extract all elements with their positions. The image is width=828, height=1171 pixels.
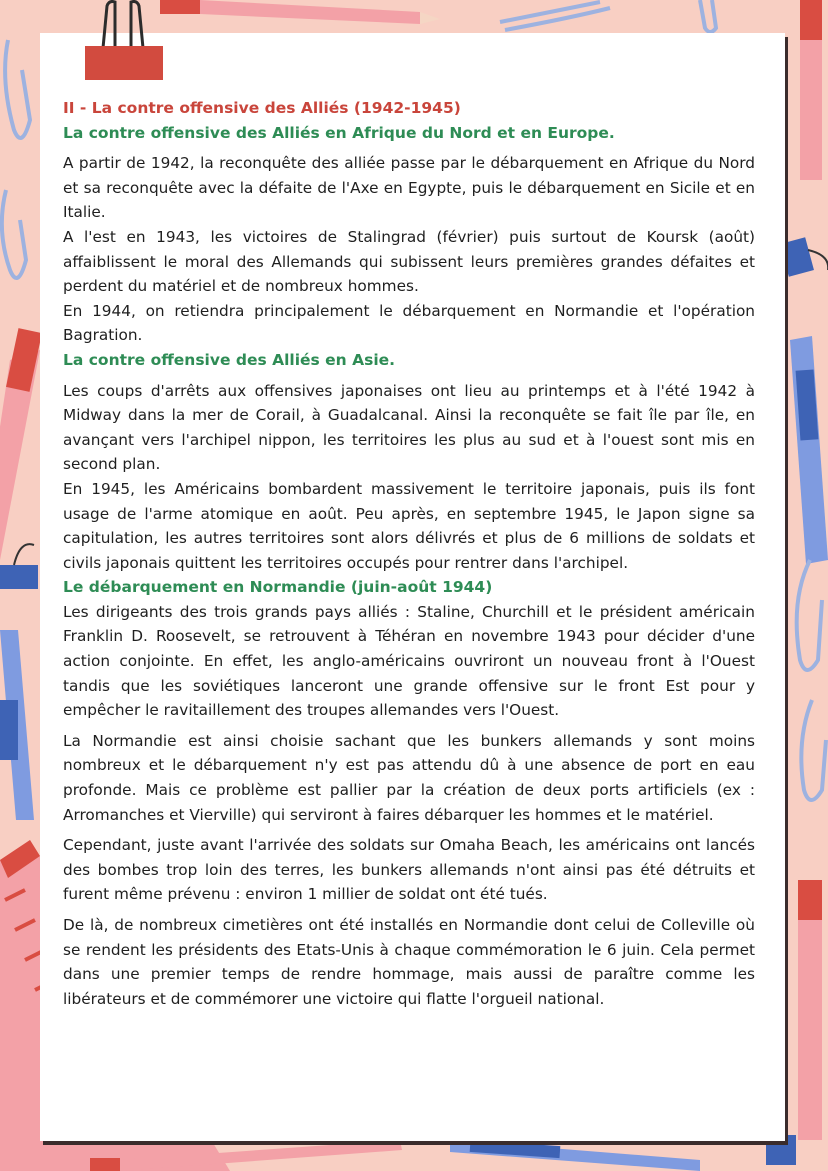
paragraph: De là, de nombreux cimetières ont été installés en Normandie dont celui de Colleville où se rendent les présidents des Etats-Unis à chaque commémoration le 6 juin. Cela permet dans une premier temps de rendre hommage, mais aussi de paraître comme les libérateurs et de commémorer une victoire qui flatte l'orgueil national. — [63, 916, 755, 1008]
part-title: II - La contre offensive des Alliés (1942-1945) — [63, 99, 461, 117]
section-heading: La contre offensive des Alliés en Afrique du Nord et en Europe. — [63, 123, 615, 142]
paperclip-icon — [700, 0, 716, 32]
paragraph: La Normandie est ainsi choisie sachant que les bunkers allemands y sont moins nombreux et le débarquement n'y est pas attendu dû à une absence de port en eau profonde. Mais ce problème est pallier par la création de deux ports artificiels (ex : Arromanches et Vierville) qui serviront à faires débarquer les hommes et le matériel. — [63, 731, 755, 824]
pencil-icon — [798, 880, 822, 1140]
pencil-icon — [0, 328, 42, 560]
pen-icon — [790, 336, 828, 564]
binder-clip-icon — [0, 544, 38, 589]
pen-icon — [0, 630, 34, 820]
paragraph: A l'est en 1943, les victoires de Stalingrad (février) puis surtout de Koursk (août) affaiblissent le moral des Allemands qui subissent leurs premières grandes défaites et perdent du matériel et de nombreux hommes. — [63, 227, 755, 296]
section-heading: Le débarquement en Normandie (juin-août 1944) — [63, 578, 493, 597]
paragraph: En 1945, les Américains bombardent massivement le territoire japonais, puis ils font usage de l'arme atomique en août. Peu après, en septembre 1945, le Japon signe sa capitulation, les autres territoires sont alors délivrés et plus de 6 millions de soldats et civils japonais quittent les territoires occupés pour rentrer dans l'archipel. — [63, 479, 755, 572]
paragraph: Les coups d'arrêts aux offensives japonaises ont lieu au printemps et à l'été 1942 à Midway dans la mer de Corail, à Guadalcanal. Ainsi la reconquête se fait île par île, en avançant vers l'archipel nippon, les territoires les plus au sud et à l'ouest sont mis en second plan. — [63, 381, 755, 474]
binder-clip-icon — [780, 237, 828, 277]
paperclip-icon — [797, 560, 826, 800]
paperclip-icon — [2, 40, 30, 278]
pen-icon — [450, 1140, 700, 1171]
binder-clip-icon — [85, 0, 165, 82]
paragraph: A partir de 1942, la reconquête des alliée passe par le débarquement en Afrique du Nord et sa reconquête avec la défaite de l'Axe en Egypte, puis le débarquement en Sicile et en Italie. — [63, 154, 755, 222]
pencil-icon — [800, 0, 822, 180]
paragraph: Cependant, juste avant l'arrivée des soldats sur Omaha Beach, les américains ont lancés des bombes trop loin des terres, les bunkers allemands n'ont ainsi pas été détruits et furent même prévenu : environ 1 millier de soldat ont été tués. — [63, 836, 755, 904]
paragraph: Les dirigeants des trois grands pays alliés : Staline, Churchill et le président américain Franklin D. Roosevelt, se retrouvent à Téhéran en novembre 1943 pour décider d'une action conjointe. En effet, les anglo-américains ouvriront un nouveau front à l'Ouest tandis que les soviétiques lanceront une grande offensive sur le front Est pour y empêcher le ravitaillement des troupes allemandes vers l'Ouest. — [63, 602, 755, 720]
paragraph: En 1944, on retiendra principalement le débarquement en Normandie et l'opération Bagration. — [63, 301, 755, 345]
pencil-icon — [160, 0, 440, 24]
section-heading: La contre offensive des Alliés en Asie. — [63, 350, 396, 369]
paperclip-icon — [500, 2, 610, 30]
document-body — [63, 96, 755, 1011]
